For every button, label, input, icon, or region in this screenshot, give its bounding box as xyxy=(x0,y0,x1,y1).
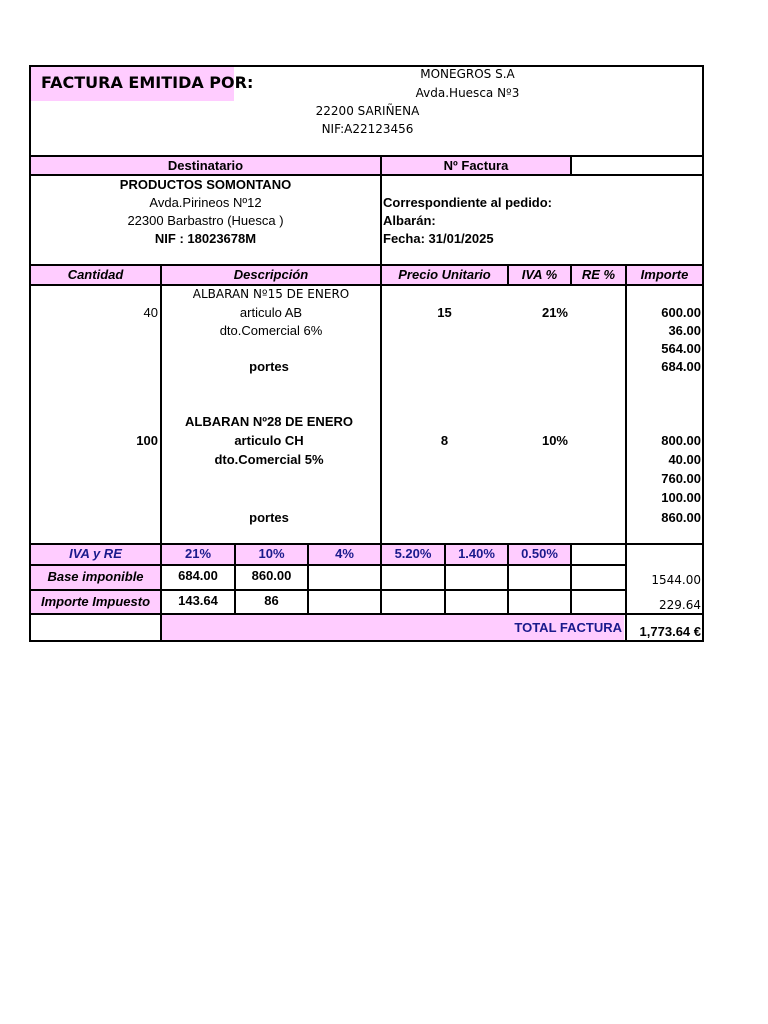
order-pedido: Correspondiente al pedido: xyxy=(383,195,553,210)
line-543 xyxy=(29,543,704,545)
v-570b xyxy=(570,543,572,614)
iva-re-label: IVA y RE xyxy=(69,546,122,561)
recipient-address: Avda.Pirineos Nº12 xyxy=(149,195,262,210)
issuer-city: 22200 SARIÑENA xyxy=(315,104,420,118)
line-264 xyxy=(29,264,704,266)
line-613 xyxy=(29,613,704,615)
block1-amount1: 600.00 xyxy=(661,305,701,320)
destinatario-header: Destinatario xyxy=(167,158,244,173)
border-right xyxy=(702,65,704,642)
rate-10: 10% xyxy=(258,546,285,561)
impuesto-total: 229.64 xyxy=(659,598,701,612)
col-iva: IVA % xyxy=(521,267,558,282)
block1-price: 15 xyxy=(437,305,452,320)
rate-21: 21% xyxy=(184,546,212,561)
recipient-nif: NIF : 18023678M xyxy=(154,231,257,246)
base-value-10: 860.00 xyxy=(251,568,292,583)
line-174 xyxy=(29,174,704,176)
recipient-name: PRODUCTOS SOMONTANO xyxy=(119,177,292,192)
col-re: RE % xyxy=(581,267,616,282)
block2-amount3: 760.00 xyxy=(661,471,701,486)
block1-albaran: ALBARAN Nº15 DE ENERO xyxy=(192,287,350,301)
rate-050: 0.50% xyxy=(521,546,558,561)
block2-price: 8 xyxy=(440,433,449,448)
line-155 xyxy=(29,155,704,157)
block1-discount: dto.Comercial 6% xyxy=(219,323,323,338)
border-top xyxy=(29,65,704,67)
block2-qty: 100 xyxy=(136,433,158,448)
recipient-city: 22300 Barbastro (Huesca ) xyxy=(127,213,284,228)
order-albaran: Albarán: xyxy=(383,213,436,228)
border-bottom xyxy=(29,640,704,642)
num-factura-header: Nº Factura xyxy=(443,158,509,173)
col-importe: Importe xyxy=(640,267,689,282)
block1-iva: 21% xyxy=(541,305,568,320)
block2-portes: portes xyxy=(249,510,289,525)
impuesto-label: Importe Impuesto xyxy=(40,594,151,609)
col-precio: Precio Unitario xyxy=(398,267,491,282)
block2-iva: 10% xyxy=(541,433,568,448)
block1-qty: 40 xyxy=(143,305,158,320)
base-value-21: 684.00 xyxy=(178,568,218,583)
rate-140: 1.40% xyxy=(458,546,495,561)
total-label: TOTAL FACTURA xyxy=(514,620,622,635)
block2-article: articulo CH xyxy=(234,433,304,448)
base-label: Base imponible xyxy=(47,569,144,584)
rate-520: 5.20% xyxy=(394,546,432,561)
issuer-address: Avda.Huesca Nº3 xyxy=(415,86,520,100)
base-total: 1544.00 xyxy=(651,573,701,587)
line-589 xyxy=(29,589,626,591)
block2-amount1: 800.00 xyxy=(661,433,701,448)
block1-amount3: 564.00 xyxy=(661,341,701,356)
block2-amount4: 100.00 xyxy=(661,490,701,505)
impuesto-value-10: 86 xyxy=(264,593,279,608)
block1-amount4: 684.00 xyxy=(661,359,701,374)
block1-amount2: 36.00 xyxy=(668,323,701,338)
col-cantidad: Cantidad xyxy=(67,267,124,282)
total-value: 1,773.64 € xyxy=(639,624,701,639)
col-descripcion: Descripción xyxy=(233,267,309,282)
issuer-nif: NIF:A22123456 xyxy=(321,122,414,136)
block1-portes: portes xyxy=(249,359,289,374)
issuer-label: FACTURA EMITIDA POR: xyxy=(41,73,254,92)
issuer-name: MONEGROS S.A xyxy=(420,67,515,81)
block2-amount2: 40.00 xyxy=(668,452,701,467)
line-564 xyxy=(29,564,626,566)
block2-discount: dto.Comercial 5% xyxy=(214,452,324,467)
impuesto-value-21: 143.64 xyxy=(178,593,218,608)
block2-amount5: 860.00 xyxy=(661,510,701,525)
rate-4: 4% xyxy=(335,546,354,561)
block2-albaran: ALBARAN Nº28 DE ENERO xyxy=(185,414,353,429)
block1-article: articulo AB xyxy=(239,305,303,320)
order-fecha: Fecha: 31/01/2025 xyxy=(383,231,494,246)
v-570-top xyxy=(570,155,572,175)
